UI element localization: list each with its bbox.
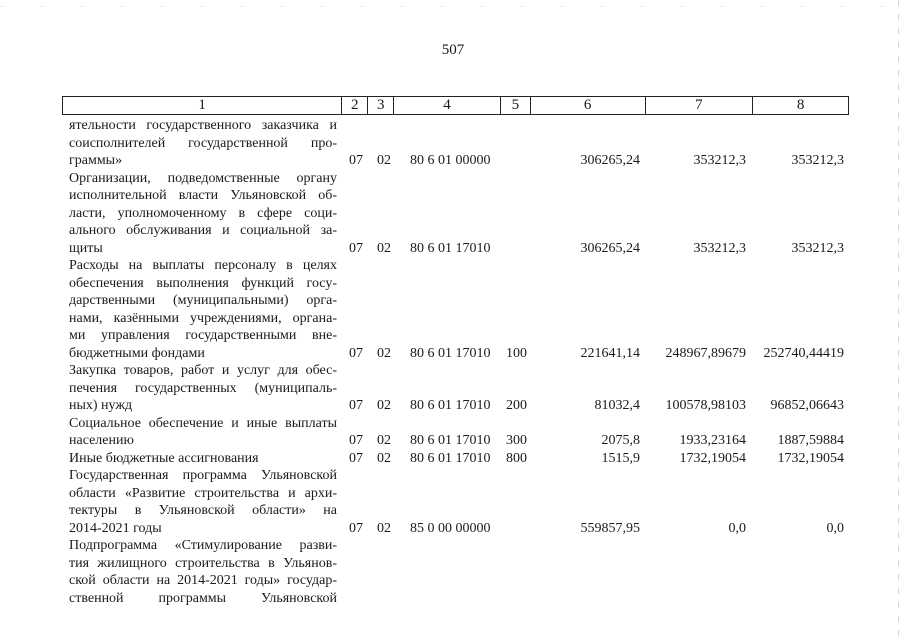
- expense-type-code: 100: [506, 345, 527, 361]
- description-line: тия жилищного строительства в Ульянов-: [69, 555, 337, 571]
- description-line: исполнительной власти Ульяновской об-: [69, 188, 337, 203]
- expense-type-code: 800: [506, 450, 527, 466]
- amount-col-7: 353212,3: [693, 240, 746, 256]
- header-col-4: 4: [394, 97, 501, 114]
- description-line: ской области на 2014-2021 годы» государ-: [69, 573, 337, 588]
- description-line: бюджетными фондами: [69, 345, 205, 361]
- description-line: Организации, подведомственные органу: [69, 170, 337, 186]
- subsection-code: 02: [377, 450, 391, 466]
- subsection-code: 02: [377, 240, 391, 256]
- target-article-code: 80 6 01 17010: [410, 450, 491, 466]
- scan-artifact-top: [0, 6, 905, 7]
- row-description: [69, 450, 337, 468]
- description-line: Подпрограмма «Стимулирование разви-: [69, 538, 337, 553]
- table-row: [0, 257, 905, 362]
- description-line: Государственная программа Ульяновской: [69, 468, 337, 483]
- header-col-2: 2: [342, 97, 368, 114]
- description-line: обеспечения выполнения функций госу-: [69, 275, 337, 291]
- description-line: ных) нужд: [69, 398, 133, 413]
- amount-col-7: 0,0: [728, 520, 746, 536]
- amount-col-6: 221641,14: [580, 345, 640, 361]
- description-line: ласти, уполномоченному в сфере соци-: [69, 205, 337, 221]
- amount-col-8: 353212,3: [791, 240, 844, 256]
- subsection-code: 02: [377, 398, 391, 413]
- table-row: [0, 537, 905, 607]
- description-line: области «Развитие строительства и архи-: [69, 485, 337, 501]
- table-header: [62, 96, 849, 115]
- section-code: 07: [349, 153, 363, 168]
- amount-col-8: 252740,44419: [763, 345, 844, 361]
- description-line: ального обслуживания и социальной за-: [69, 223, 337, 238]
- description-line: ственной программы Ульяновской: [69, 590, 337, 606]
- section-code: 07: [349, 433, 363, 448]
- subsection-code: 02: [377, 433, 391, 448]
- description-line: ятельности государственного заказчика и: [69, 118, 337, 133]
- amount-col-7: 100578,98103: [665, 398, 746, 413]
- section-code: 07: [349, 398, 363, 413]
- subsection-code: 02: [377, 345, 391, 361]
- amount-col-6: 306265,24: [580, 153, 640, 168]
- target-article-code: 85 0 00 00000: [410, 520, 491, 536]
- description-line: Иные бюджетные ассигнования: [69, 450, 259, 466]
- header-col-5: 5: [501, 97, 531, 114]
- amount-col-8: 96852,06643: [770, 398, 844, 413]
- table-row: [0, 467, 905, 537]
- row-description: [69, 537, 337, 607]
- description-line: населению: [69, 433, 134, 448]
- amount-col-8: 1732,19054: [777, 450, 844, 466]
- description-line: ми управления государственными вне-: [69, 328, 337, 343]
- header-col-1: 1: [63, 97, 342, 114]
- description-line: тектуры в Ульяновской области» на: [69, 503, 337, 518]
- expense-type-code: 200: [506, 398, 527, 413]
- page-number: 507: [441, 42, 465, 58]
- description-line: Закупка товаров, работ и услуг для обес-: [69, 363, 337, 378]
- description-line: соисполнителей государственной про-: [69, 135, 337, 151]
- description-line: граммы»: [69, 153, 123, 168]
- header-col-3: 3: [368, 97, 394, 114]
- header-col-8: 8: [796, 97, 805, 113]
- amount-col-6: 81032,4: [594, 398, 640, 413]
- description-line: Социальное обеспечение и иные выплаты: [69, 415, 337, 431]
- target-article-code: 80 6 01 00000: [410, 153, 491, 168]
- table-row: [0, 450, 905, 468]
- amount-col-8: 353212,3: [791, 153, 844, 168]
- table-row: [0, 362, 905, 415]
- description-line: щиты: [69, 240, 103, 256]
- header-col-6: 6: [531, 97, 646, 114]
- header-col-7: 7: [646, 97, 754, 114]
- description-line: дарственными (муниципальными) орга-: [69, 293, 337, 308]
- expense-type-code: 300: [506, 433, 527, 448]
- amount-col-7: 353212,3: [693, 153, 746, 168]
- table-row: [0, 170, 905, 258]
- section-code: 07: [349, 450, 363, 466]
- row-description: [69, 467, 337, 537]
- description-line: нами, казёнными учреждениями, органа-: [69, 310, 337, 326]
- amount-col-6: 306265,24: [580, 240, 640, 256]
- subsection-code: 02: [377, 520, 391, 536]
- amount-col-8: 1887,59884: [777, 433, 844, 448]
- target-article-code: 80 6 01 17010: [410, 398, 491, 413]
- subsection-code: 02: [377, 153, 391, 168]
- amount-col-6: 2075,8: [601, 433, 640, 448]
- section-code: 07: [349, 345, 363, 361]
- target-article-code: 80 6 01 17010: [410, 345, 491, 361]
- section-code: 07: [349, 520, 363, 536]
- table-row: [0, 415, 905, 450]
- row-description: [69, 117, 337, 170]
- amount-col-7: 1933,23164: [679, 433, 746, 448]
- table-row: [0, 117, 905, 170]
- section-code: 07: [349, 240, 363, 256]
- target-article-code: 80 6 01 17010: [410, 433, 491, 448]
- target-article-code: 80 6 01 17010: [410, 240, 491, 256]
- amount-col-8: 0,0: [826, 520, 844, 536]
- description-line: печения государственных (муниципаль-: [69, 380, 337, 396]
- amount-col-7: 248967,89679: [665, 345, 746, 361]
- amount-col-6: 1515,9: [601, 450, 640, 466]
- row-description: [69, 257, 337, 362]
- row-description: [69, 362, 337, 415]
- description-line: Расходы на выплаты персоналу в целях: [69, 258, 337, 273]
- description-line: 2014-2021 годы: [69, 520, 162, 536]
- amount-col-6: 559857,95: [580, 520, 640, 536]
- amount-col-7: 1732,19054: [679, 450, 746, 466]
- row-description: [69, 415, 337, 450]
- row-description: [69, 170, 337, 258]
